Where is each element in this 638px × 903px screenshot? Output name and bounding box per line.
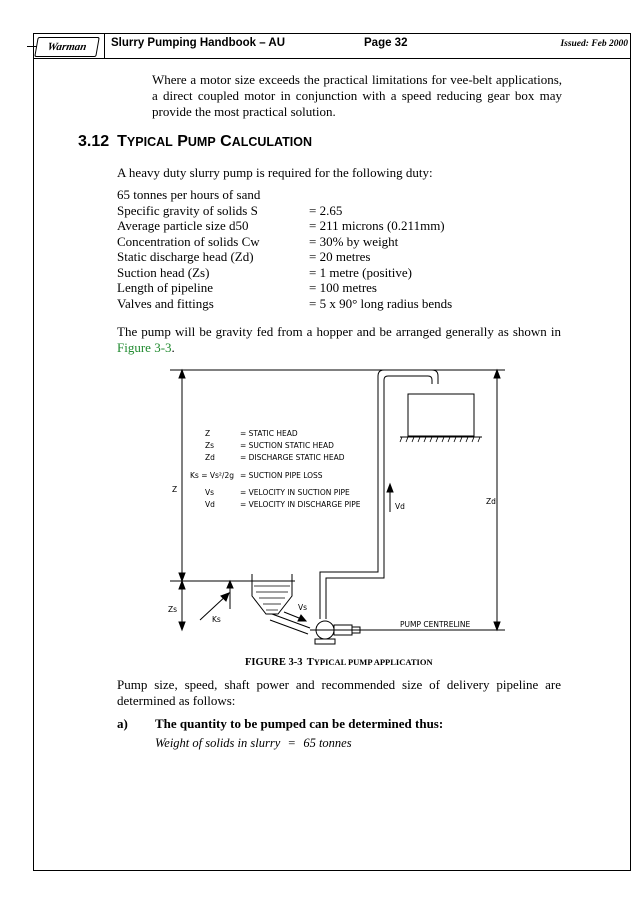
legend-symbol: Vd (205, 500, 215, 509)
formula-right: 65 tonnes (303, 736, 352, 750)
gravity-paragraph (117, 324, 561, 356)
pump-centreline-label: PUMP CENTRELINE (400, 620, 471, 629)
label-vs: Vs (298, 603, 308, 612)
duty-label: 65 tonnes per hours of sand (117, 187, 261, 202)
section-title-rest-3: ALCULATION (231, 135, 312, 149)
legend-text: = VELOCITY IN DISCHARGE PIPE (240, 500, 361, 509)
size-paragraph: Pump size, speed, shaft power and recommended size of delivery pipeline are determined as follows: (117, 677, 561, 708)
issued-date: Issued: Feb 2000 (560, 39, 628, 49)
duty-label: Specific gravity of solids S (117, 202, 258, 218)
label-ks: Ks (212, 615, 221, 624)
duty-label: Concentration of solids Cw (117, 233, 260, 249)
legend-text: = VELOCITY IN SUCTION PIPE (240, 488, 350, 497)
legend-symbol: Z (205, 429, 211, 438)
header-divider (104, 34, 105, 58)
legend-symbol: Ks = Vs²/2g (190, 471, 234, 480)
legend-text: = DISCHARGE STATIC HEAD (240, 453, 345, 462)
item-a-label: a) (117, 716, 128, 731)
item-a-formula (155, 736, 352, 751)
figure-caption (245, 657, 433, 668)
legend-symbol: Vs (205, 488, 215, 497)
duty-value: = 1 metre (positive) (309, 264, 412, 280)
duty-label: Average particle size d50 (117, 218, 249, 233)
formula-eq: = (288, 736, 296, 750)
label-vd: Vd (395, 502, 405, 511)
duty-label: Length of pipeline (117, 280, 214, 295)
pump-application-figure (160, 364, 520, 649)
handbook-title: Slurry Pumping Handbook – AU (111, 37, 286, 49)
label-zs: Zs (168, 605, 178, 614)
section-title-cap-2: P (177, 133, 188, 150)
caption-title-rest: YPICAL PUMP APPLICATION (313, 657, 433, 667)
warman-logo: Warman (34, 37, 100, 57)
duty-label: Valves and fittings (117, 295, 214, 311)
page-number: Page 32 (364, 37, 408, 49)
gravity-text: The pump will be gravity fed from a hopper and be arranged generally as shown in (117, 324, 561, 339)
duty-value: = 211 microns (0.211mm) (309, 218, 445, 233)
duty-label: Suction head (Zs) (117, 264, 210, 280)
legend-symbol: Zs (205, 441, 215, 450)
duty-value: = 30% by weight (309, 233, 399, 249)
duty-intro: A heavy duty slurry pump is required for the following duty: (117, 165, 433, 180)
legend-symbol: Zd (205, 453, 215, 462)
section-heading (78, 133, 312, 151)
section-title-cap-3: C (220, 133, 232, 150)
legend-text: = SUCTION STATIC HEAD (240, 441, 334, 450)
label-z: Z (172, 485, 178, 494)
legend-text: = STATIC HEAD (240, 429, 298, 438)
caption-number: FIGURE 3-3 (245, 657, 303, 668)
figure-link[interactable]: Figure 3-3 (117, 340, 172, 355)
duty-value: = 5 x 90° long radius bends (309, 295, 453, 311)
section-title-rest-1: YPICAL (126, 135, 173, 149)
duty-value: = 20 metres (309, 249, 371, 264)
legend-text: = SUCTION PIPE LOSS (240, 471, 323, 480)
label-zd: Zd (486, 497, 496, 506)
section-title-rest-2: UMP (187, 135, 216, 149)
formula-left: Weight of solids in slurry (155, 736, 281, 750)
caption-title-cap: T (306, 657, 314, 668)
item-a-text: The quantity to be pumped can be determined thus: (155, 716, 444, 731)
duty-label: Static discharge head (Zd) (117, 249, 254, 264)
gravity-end: . (171, 340, 175, 355)
duty-value: = 100 metres (309, 280, 377, 295)
section-title-cap-1: T (117, 133, 127, 150)
duty-value: = 2.65 (309, 202, 343, 218)
section-number: 3.12 (78, 133, 110, 150)
intro-paragraph: Where a motor size exceeds the practical limitations for vee-belt applications, a direct coupled motor in conjunction with a speed reducing gear box may provide the most practical solution. (152, 72, 562, 119)
